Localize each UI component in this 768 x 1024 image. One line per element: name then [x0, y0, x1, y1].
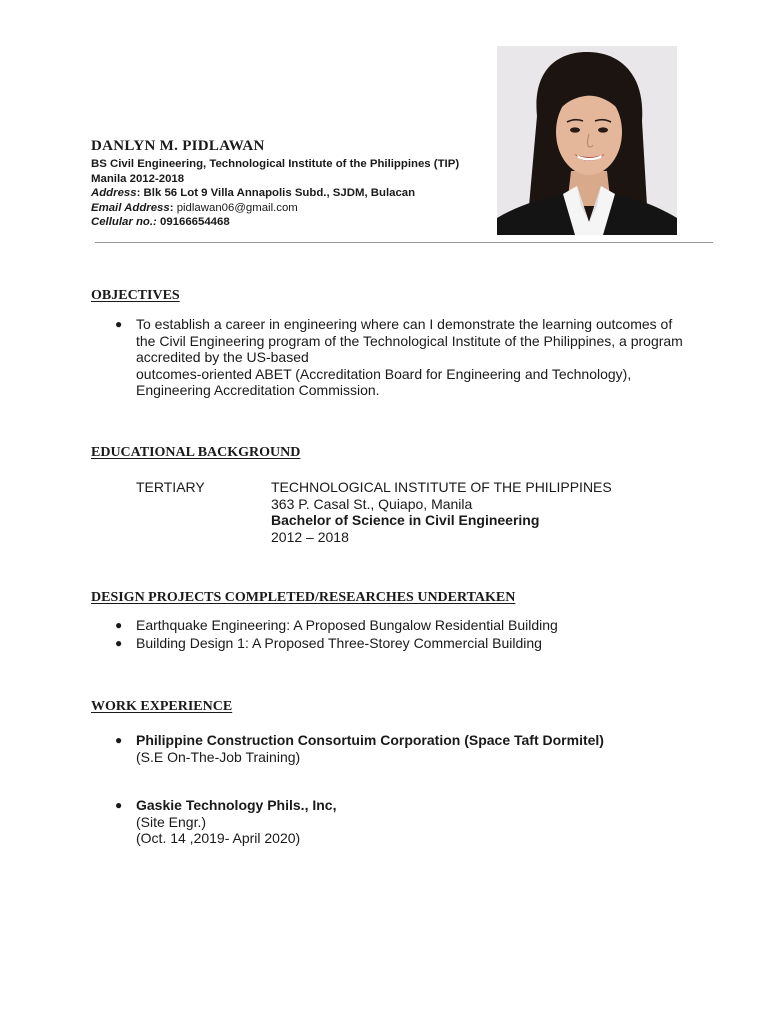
project-title: Earthquake Engineering: A Proposed Bungalow Residential Building: [136, 617, 558, 633]
education-years: 2012 – 2018: [271, 528, 349, 545]
bullet-icon: ●: [115, 618, 123, 632]
list-item: [115, 617, 558, 634]
project-title: Building Design 1: A Proposed Three-Storey Commercial Building: [136, 635, 542, 651]
objective-line: Engineering Accreditation Commission.: [136, 382, 380, 398]
cellular-value: 09166654468: [156, 216, 230, 228]
objective-line: the Civil Engineering program of the Technological Institute of the Philippines, a program: [136, 332, 683, 349]
school-address: 363 P. Casal St., Quiapo, Manila: [271, 495, 473, 512]
bullet-icon: ●: [115, 733, 123, 747]
bullet-icon: ●: [115, 317, 123, 331]
education-details: [271, 479, 612, 545]
job-role: (S.E On-The-Job Training): [136, 748, 301, 765]
email-value[interactable]: pidlawan06@gmail.com: [176, 202, 298, 214]
objective-item: [115, 316, 696, 399]
cellular-line: [91, 215, 230, 230]
objective-line: outcomes-oriented ABET (Accreditation Board for Engineering and Technology),: [136, 365, 632, 382]
education-heading: EDUCATIONAL BACKGROUND: [91, 445, 301, 460]
applicant-name: DANLYN M. PIDLAWAN: [91, 138, 265, 154]
address-label: Address: [91, 187, 137, 199]
degree: Bachelor of Science in Civil Engineering: [271, 512, 540, 528]
course-line: BS Civil Engineering, Technological Institute of the Philippines (TIP): [91, 158, 460, 170]
work-experience-heading: WORK EXPERIENCE: [91, 699, 233, 714]
work-item: [115, 797, 337, 847]
company-name: Philippine Construction Consortuim Corporation (Space Taft Dormitel): [136, 732, 604, 748]
education-level: TERTIARY: [136, 479, 205, 495]
work-item: [115, 732, 604, 765]
cellular-label: Cellular no.:: [91, 216, 157, 228]
objective-line: accredited by the US-based: [136, 349, 309, 365]
email-colon: :: [169, 202, 177, 214]
header-divider: [95, 242, 713, 243]
objective-line: To establish a career in engineering where can I demonstrate the learning outcomes of: [136, 316, 673, 332]
address-line: [91, 186, 415, 201]
profile-photo: [497, 46, 677, 235]
email-label: Email Address: [91, 202, 170, 214]
address-value: : Blk 56 Lot 9 Villa Annapolis Subd., SJDM, Bulacan: [136, 187, 416, 199]
school-name: TECHNOLOGICAL INSTITUTE OF THE PHILIPPINES: [271, 479, 612, 495]
job-dates: (Oct. 14 ,2019- April 2020): [136, 830, 301, 846]
design-projects-heading: DESIGN PROJECTS COMPLETED/RESEARCHES UNDERTAKEN: [91, 590, 516, 605]
objectives-heading: OBJECTIVES: [91, 288, 180, 303]
bullet-icon: ●: [115, 636, 123, 650]
job-role: (Site Engr.): [136, 813, 207, 830]
list-item: [115, 635, 542, 652]
school-years-line: Manila 2012-2018: [91, 173, 185, 185]
bullet-icon: ●: [115, 798, 123, 812]
company-name: Gaskie Technology Phils., Inc,: [136, 797, 337, 813]
email-line: [91, 201, 298, 216]
